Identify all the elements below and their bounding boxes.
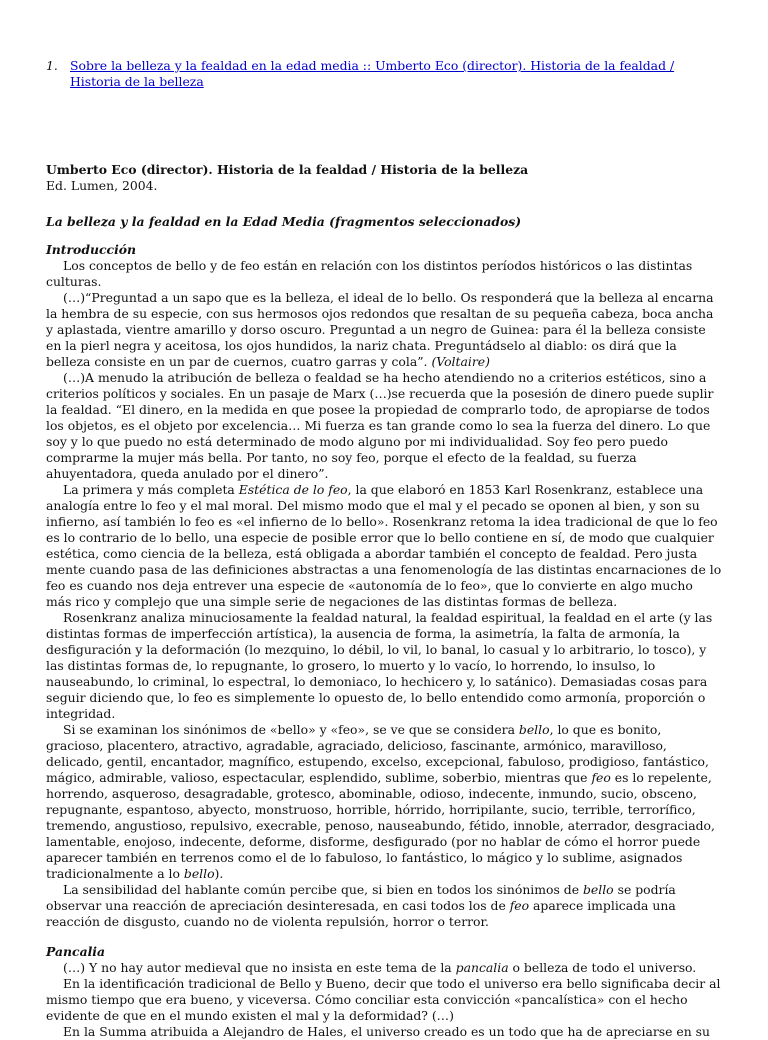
paragraph-text: , la que elaboró en 1853 Karl Rosenkranz, establece una analogía entre lo feo y el mal moral. Del mismo modo que el mal y el pecado se oponen al bien, y son su infierno, así también lo feo es «el infierno de lo bello». Rosenkranz retoma la idea tradicional de que lo feo es lo contrario de lo bello, una especie de posible error que lo bello contiene en sí, de modo que cualquier estética, como ciencia de la belleza, está obligada a abordar también el concepto de fealdad. Pero justa mente cuando pasa de las definiciones abstractas a una fenomenología de las distintas encarnaciones de lo feo es cuando nos deja entrever una especie de «autonomía de lo feo», que lo convierte en algo mucho más rico y complejo que una simple serie de negaciones de las distintas formas de belleza.	[46, 482, 722, 609]
paragraph	[46, 722, 722, 882]
book-publisher: Ed. Lumen, 2004.	[46, 178, 158, 193]
emphasis: bello	[582, 882, 614, 897]
emphasis: bello	[518, 722, 550, 737]
emphasis: feo	[591, 770, 611, 785]
paragraph-text: o belleza de todo el universo.	[508, 960, 697, 975]
paragraph-text: (…) Y no hay autor medieval que no insista en este tema de la	[63, 960, 456, 975]
paragraph: Rosenkranz analiza minuciosamente la fealdad natural, la fealdad espiritual, la fealdad en el arte (y las distintas formas de imperfección artística), la ausencia de forma, la asimetría, la falta de armonía, la desfiguración y la deformación (lo mezquino, lo débil, lo vil, lo banal, lo casual y lo arbitrario, lo tosco), y las distintas formas de, lo repugnante, lo grosero, lo muerto y lo vacío, lo horrendo, lo insulso, lo nauseabundo, lo criminal, lo espectral, lo demoniaco, lo hechicero y, lo satánico). Demasiadas cosas para seguir diciendo que, lo feo es simplemente lo opuesto de, lo bello entendido como armonía, proporción o integridad.	[46, 610, 713, 721]
main-heading: La belleza y la fealdad en la Edad Media (fragmentos seleccionados)	[46, 214, 522, 229]
paragraph: Los conceptos de bello y de feo están en relación con los distintos períodos históricos o las distintas culturas.	[46, 258, 693, 289]
paragraph	[46, 482, 722, 610]
paragraph: En la identificación tradicional de Bello y Bueno, decir que todo el universo era bello significaba decir al mismo tiempo que era bueno, y viceversa. Cómo conciliar esta convicción «pancalística» con el hecho evidente de que en el mundo existen el mal y la deformidad? (…)	[46, 976, 721, 1023]
paragraph-text: La sensibilidad del hablante común percibe que, si bien en todos los sinónimos de	[63, 882, 583, 897]
emphasis: Estética de lo feo	[238, 482, 348, 497]
paragraph	[46, 882, 722, 930]
citation: (Voltaire)	[431, 354, 490, 369]
paragraph-text: se podría observar una reacción de apreciación desinteresada, en casi todos los de	[46, 882, 676, 913]
section-heading-pancalia: Pancalia	[46, 944, 106, 959]
toc-number: 1.	[46, 58, 58, 73]
paragraph-text: aparece implicada una reacción de disgusto, cuando no de violenta repulsión, horror o terror.	[46, 898, 676, 929]
section-heading-introduccion: Introducción	[46, 242, 137, 257]
paragraph-text: es lo repelente, horrendo, asqueroso, desagradable, grotesco, abominable, odioso, indecente, inmundo, sucio, obsceno, repugnante, espantoso, abyecto, monstruoso, horrible, hórrido, horripilante, sucio, terrible, terrorífico, tremendo, angustioso, repulsivo, execrable, penoso, nauseabundo, fétido, innoble, aterrador, desgraciado, lamentable, enojoso, indecente, deforme, disforme, desfigurado (por no hablar de cómo el horror puede aparecer también en terrenos como el de lo fabuloso, lo fantástico, lo mágico y lo sublime, asignados tradicionalmente a lo	[46, 770, 715, 881]
paragraph-text: ).	[214, 866, 224, 881]
book-title: Umberto Eco (director). Historia de la fealdad / Historia de la belleza	[46, 162, 529, 177]
paragraph: (…)A menudo la atribución de belleza o fealdad se ha hecho atendiendo no a criterios estéticos, sino a criterios políticos y sociales. En un pasaje de Marx (…)se recuerda que la posesión de dinero puede suplir la fealdad. “El dinero, en la medida en que posee la propiedad de comprarlo todo, de apropiarse de todos los objetos, es el objeto por excelencia… Mi fuerza es tan grande como lo sea la fuerza del dinero. Lo que soy y lo que puedo no está determinado de modo alguno por mi individualidad. Soy feo pero puedo comprarme la mujer más bella. Por tanto, no soy feo, porque el efecto de la fealdad, su fuerza ahuyentadora, queda anulado por el dinero”.	[46, 370, 714, 481]
paragraph: En la Summa atribuida a Alejandro de Hales, el universo creado es un todo que ha de apreciarse en su	[63, 1024, 710, 1039]
paragraph-text: , lo que es bonito, gracioso, placentero, atractivo, agradable, agraciado, delicioso, fascinante, armónico, maravilloso, delicado, gentil, encantador, magnífico, estupendo, excelso, excepcional, fabuloso, prodigioso, fantástico, mágico, admirable, valioso, espectacular, esplendido, sublime, soberbio, mientras que	[46, 722, 709, 785]
emphasis: pancalia	[455, 960, 509, 975]
paragraph-text: (…)“Preguntad a un sapo que es la belleza, el ideal de lo bello. Os responderá que la belleza al encarna la hembra de su especie, con sus hermosos ojos redondos que resaltan de su pequeña cabeza, boca ancha y aplastada, vientre amarillo y dorso oscuro. Preguntad a un negro de Guinea: para él la belleza consiste en la pierl negra y aceitosa, los ojos hundidos, la nariz chata. Preguntádselo al diablo: os dirá que la belleza consiste en un par de cuernos, cuatro garras y cola”.	[46, 290, 714, 369]
paragraph	[46, 960, 722, 976]
emphasis: bello	[183, 866, 215, 881]
toc-entry	[46, 58, 722, 90]
toc-link[interactable]: Sobre la belleza y la fealdad en la edad media :: Umberto Eco (director). Historia de la fealdad / Historia de la belleza	[70, 58, 675, 89]
emphasis: feo	[509, 898, 530, 913]
paragraph-text: Si se examinan los sinónimos de «bello» y «feo», se ve que se considera	[63, 722, 519, 737]
paragraph-text: La primera y más completa	[63, 482, 239, 497]
paragraph	[46, 290, 722, 370]
